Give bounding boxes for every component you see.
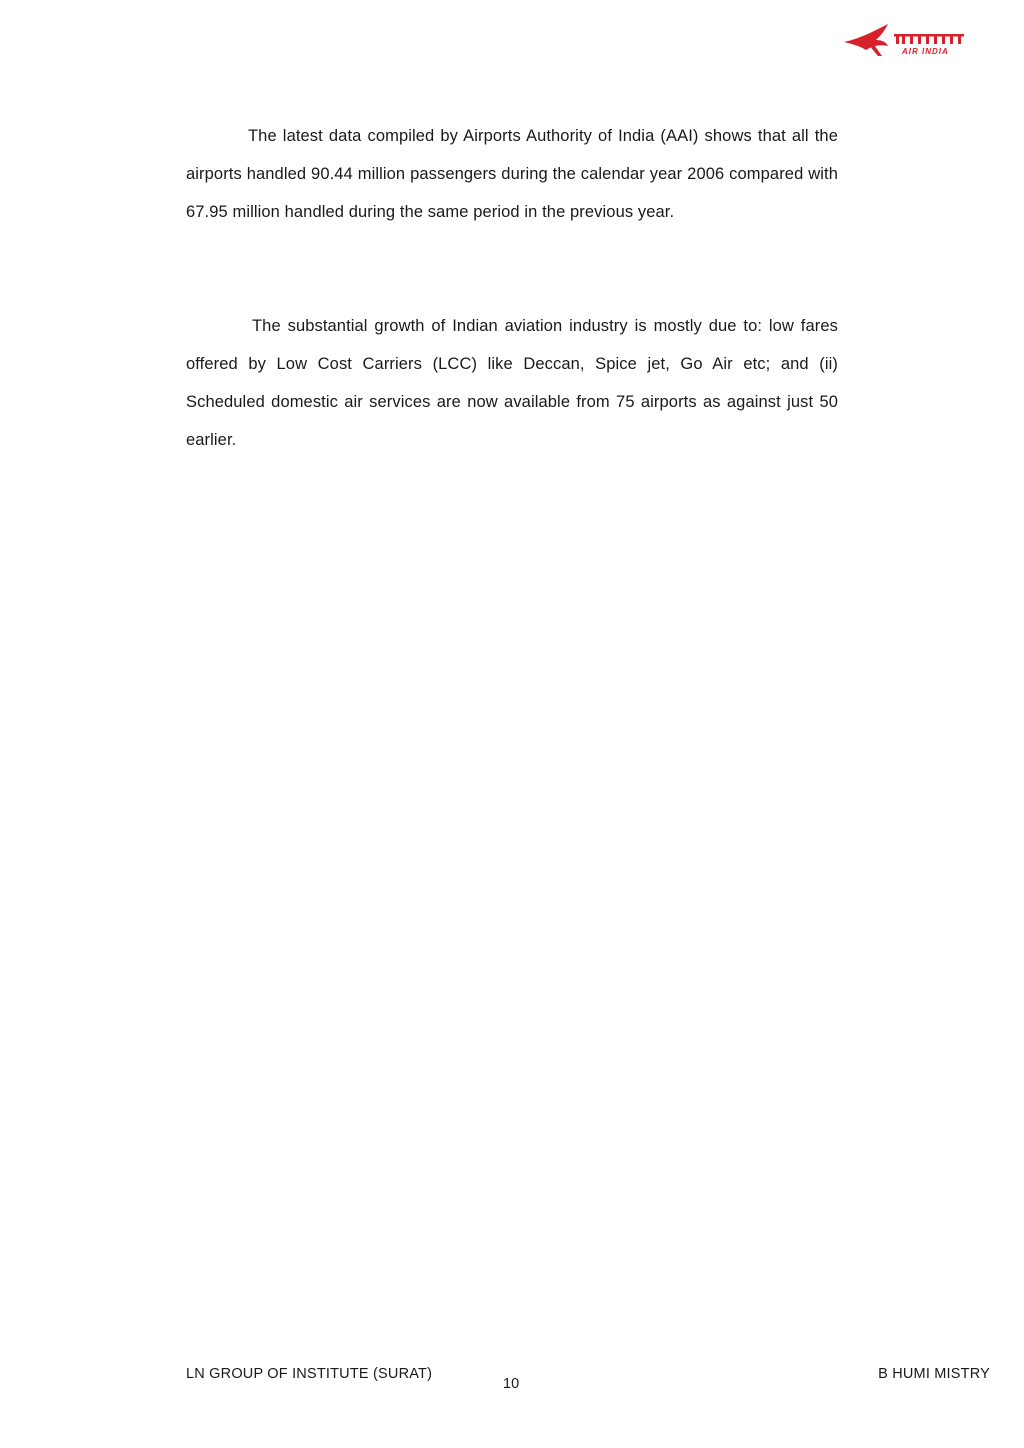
air-india-logo (842, 22, 972, 58)
footer-author: B HUMI MISTRY (878, 1366, 990, 1382)
page-number: 10 (503, 1376, 520, 1392)
body-paragraph-2: The substantial growth of Indian aviation industry is mostly due to: low fares offered by Low Cost Carriers (LCC) like Deccan, Spice jet, Go Air etc; and (ii) Scheduled domestic air services are now available from 75 airports as against just 50 earlier. (186, 317, 838, 449)
swan-wing-icon (844, 24, 888, 50)
footer-institute: LN GROUP OF INSTITUTE (SURAT) (186, 1366, 433, 1382)
logo-wordmark: AIR INDIA (902, 47, 949, 56)
body-paragraph-1: The latest data compiled by Airports Authority of India (AAI) shows that all the airports handled 90.44 million passengers during the calendar year 2006 compared with 67.95 million handled during the same period in the previous year. (186, 127, 838, 221)
